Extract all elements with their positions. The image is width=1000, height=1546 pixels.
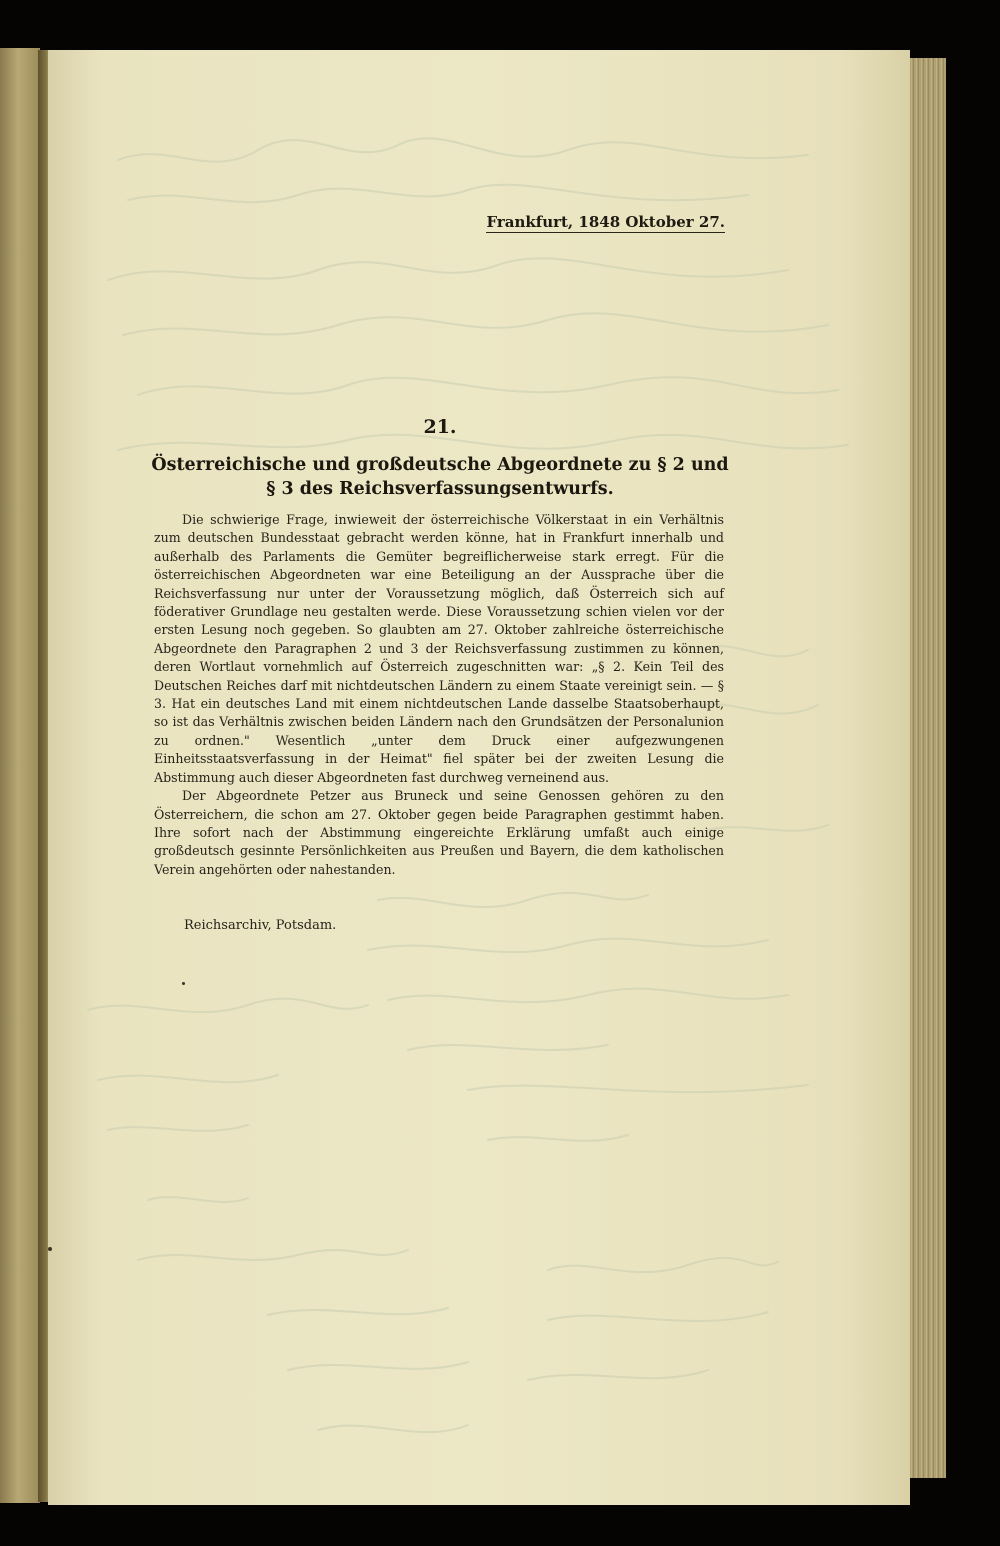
running-head: Frankfurt, 1848 Oktober 27. (486, 213, 725, 231)
source-note: Reichsarchiv, Potsdam. (184, 918, 337, 933)
document-number: 21. (423, 416, 457, 438)
paper-speck (48, 1247, 52, 1251)
book-page (48, 50, 910, 1505)
paper-speck (182, 982, 185, 985)
body-paragraph: Der Abgeordnete Petzer aus Bruneck und seine Genossen gehören zu den Österreichern, die schon am 27. Oktober gegen beide Paragraphen gestimmt haben. Ihre sofort nach der Abstimmung eingereichte Erklärung umfaßt auch einige großdeutsch gesinnte Persönlichkeiten aus Preußen und Bayern, die dem katholischen Verein angehörten oder nahestanden. (154, 788, 724, 877)
document-title: Österreichische und großdeutsche Abgeordnete zu § 2 und § 3 des Reichsverfassungsentwurfs. (151, 455, 729, 499)
document-body (154, 511, 724, 879)
body-paragraph: Die schwierige Frage, inwieweit der österreichische Völkerstaat in ein Verhältnis zum deutschen Bundesstaat gebracht werden könne, hat in Frankfurt innerhalb und außerhalb des Parlaments die Gemüter begreiflicherweise stark erregt. Für die österreichischen Abgeordneten war eine Beteiligung an der Aussprache über die Reichsverfassung nur unter der Voraussetzung möglich, daß Österreich sich auf föderativer Grundlage neu gestalten werde. Diese Voraussetzung schien vielen vor der ersten Lesung noch gegeben. So glaubten am 27. Oktober zahlreiche österreichische Abgeordnete den Paragraphen 2 und 3 der Reichsverfassung zustimmen zu können, deren Wortlaut vornehmlich auf Österreich zugeschnitten war: „§ 2. Kein Teil des Deutschen Reiches darf mit nichtdeutschen Ländern zu einem Staate vereinigt sein. — § 3. Hat ein deutsches Land mit einem nichtdeutschen Lande dasselbe Staatsoberhaupt, so ist das Verhältnis zwischen beiden Ländern nach den Grundsätzen der Personalunion zu ordnen." Wesentlich „unter dem Druck einer aufgezwungenen Einheitsstaatsverfassung in der Heimat" fiel später bei der zweiten Lesung die Abstimmung auch dieser Abgeordneten fast durchweg verneinend aus. (154, 512, 724, 785)
facing-page-edge (0, 48, 40, 1503)
